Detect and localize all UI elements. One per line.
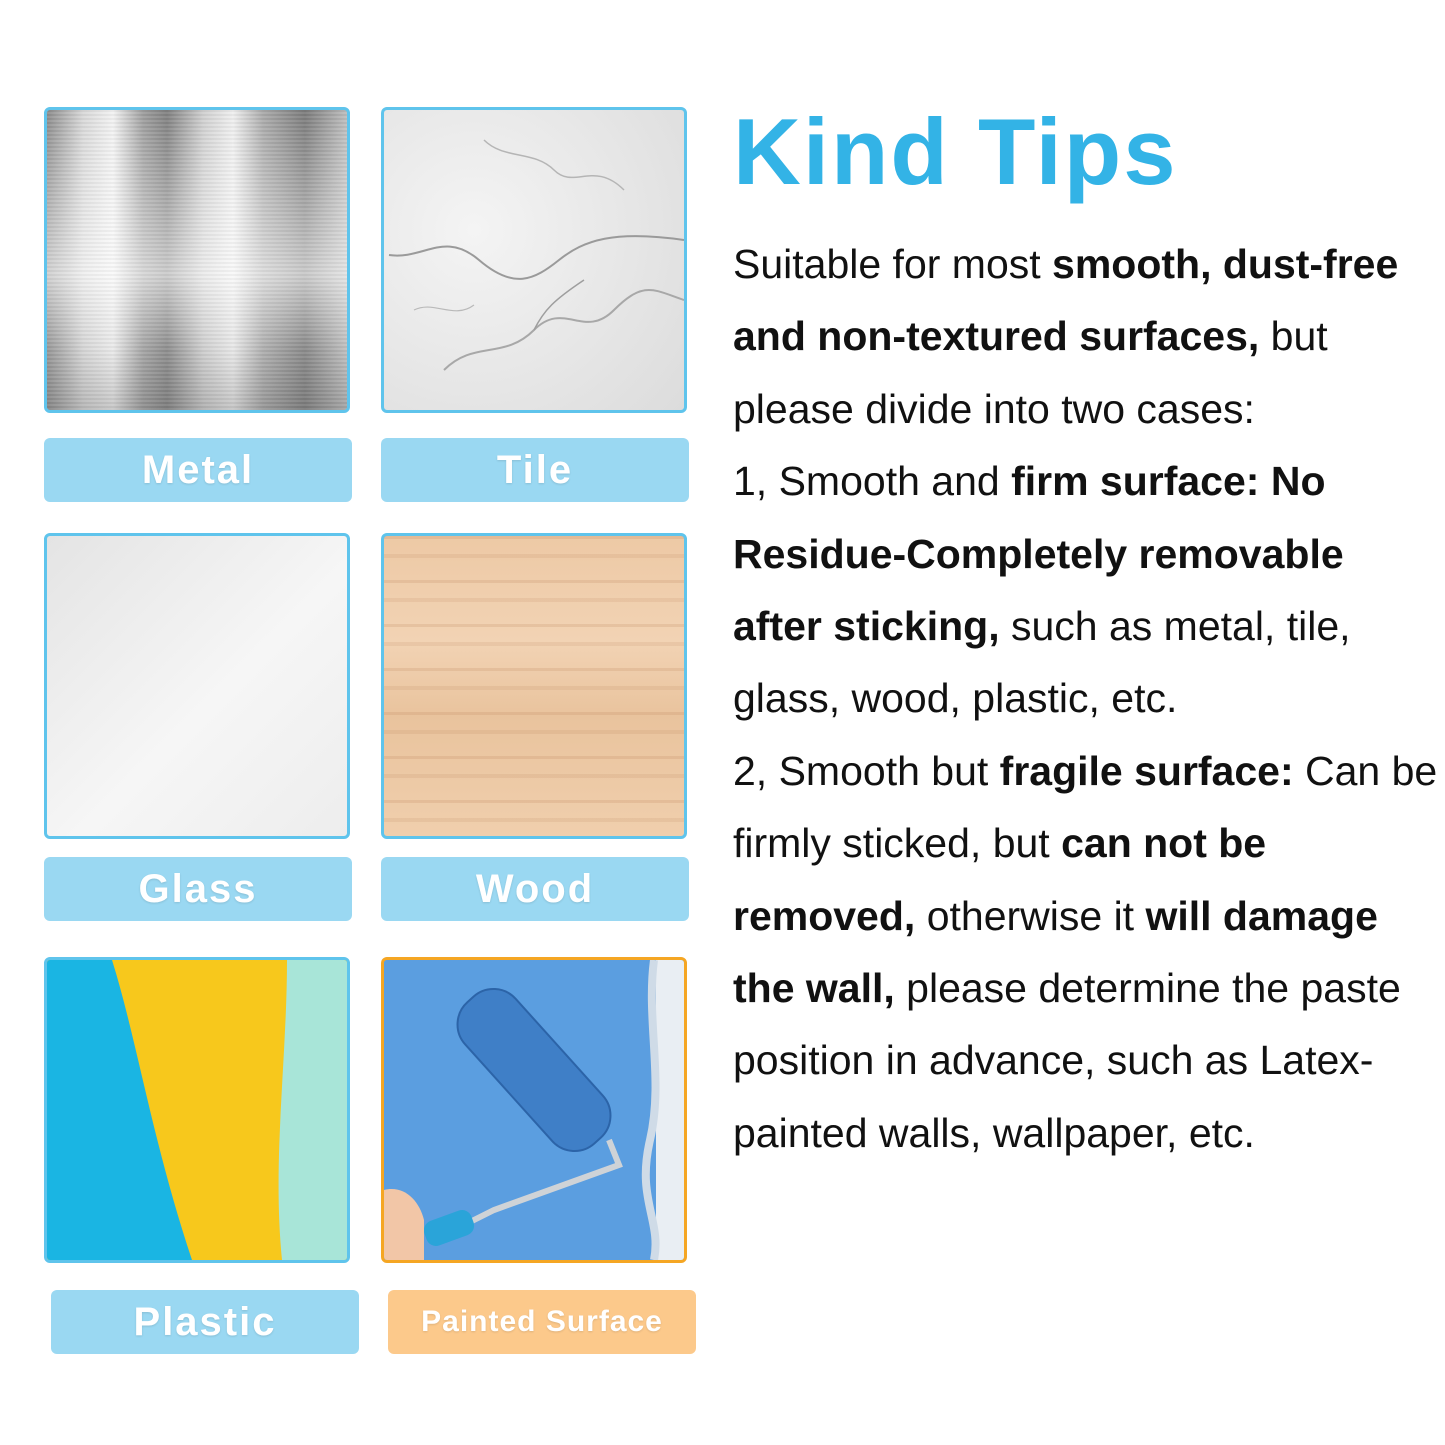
metal-surface-image [44,107,350,413]
intro-text-1: Suitable for most [733,241,1053,287]
case-2-bold-3: will damage the wall, [733,892,1378,1012]
plastic-label: Plastic [51,1290,359,1354]
case-1-text-2: such as metal, tile, glass, wood, plastic, etc. [733,603,1351,722]
intro-text-2: but please divide into two cases: [733,313,1328,432]
painted-surface-label: Painted Surface [388,1290,696,1354]
case-2-text-4: please determine the paste position in advance, such as Latex-painted walls, wallpaper, etc. [733,965,1401,1156]
tips-text [733,228,1438,1169]
marble-veins [384,110,684,410]
case-2-text-3: otherwise it [915,892,1146,939]
case-2-bold-2: can not be removed, [733,820,1267,939]
paint-roller-image [381,957,687,1263]
case-2-paragraph [733,735,1438,1169]
tile-label: Tile [381,438,689,502]
case-1-text-1: 1, Smooth and [733,458,1012,505]
case-2-text-1: 2, Smooth but [733,747,1000,794]
plastic-color-bands [47,960,347,1260]
page-title: Kind Tips [733,99,1178,204]
marble-tile-image [381,107,687,413]
intro-paragraph [733,228,1438,445]
case-2-bold-1: fragile surface: [999,747,1294,794]
intro-bold-1: smooth, dust-free and non-textured surfaces, [733,241,1399,360]
glass-label: Glass [44,857,352,921]
case-2-text-2: Can be firmly sticked, but [733,747,1438,867]
case-1-bold-1: firm surface: No Residue-Completely removable after sticking, [733,458,1344,650]
frosted-glass-image [44,533,350,839]
wood-label: Wood [381,857,689,921]
wood-grain-image [381,533,687,839]
metal-label: Metal [44,438,352,502]
plastic-image [44,957,350,1263]
case-1-paragraph [733,445,1438,735]
paint-roller-icon [384,960,684,1260]
